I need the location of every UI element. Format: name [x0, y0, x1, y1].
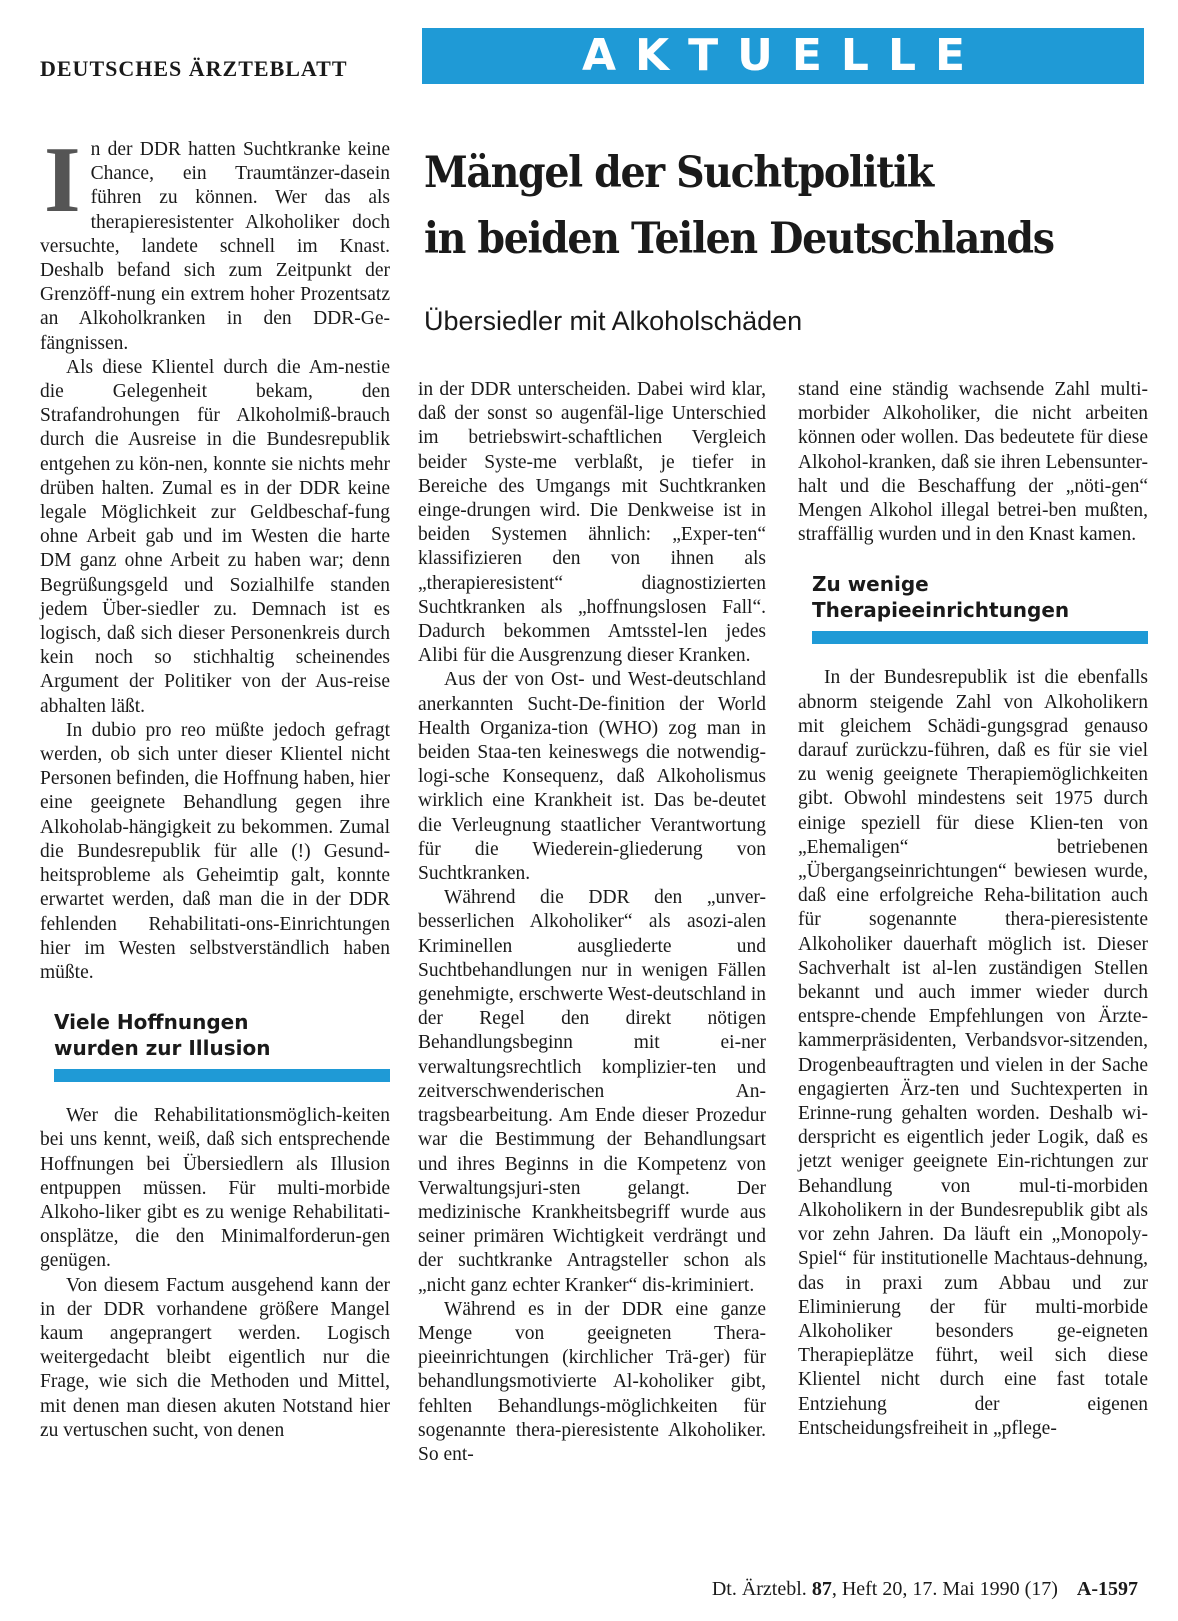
- column-1: [40, 128, 391, 1443]
- page-number: A-1597: [1076, 1578, 1138, 1600]
- paragraph: Wer die Rehabilitationsmöglich-keiten bei uns kennt, weiß, daß sich entsprechende Hoffnungen bei Übersiedlern als Illusion entpuppen müssen. Für multi-morbide Alkoho-liker gibt es zu wenige Rehabilitati-onsplätze, die den Minimalforderun-gen genügen.: [40, 1105, 390, 1272]
- paragraph-text: n der DDR hatten Suchtkranke keine Chance, ein Traumtänzer-dasein führen zu können. Wer das als therapieresistenter Alkoholiker doch versuchte, landete schnell im Knast. Deshalb befand sich zum Zeitpunkt der Grenzöff-nung ein extrem hoher Prozentsatz an Alkoholkranken in den DDR-Ge-fängnissen.: [40, 139, 390, 354]
- article-headline: [424, 140, 1096, 272]
- paragraph: In der Bundesrepublik ist die ebenfalls abnorm steigende Zahl von Alkoholikern mit gleichem Schädi-gungsgrad genauso darauf zurückzu-führen, daß es für sie viel zu wenig geeignete Therapiemöglichkeiten gibt. Obwohl mindestens seit 1975 durch einige speziell für diese Klien-ten von „Ehemaligen“ betriebenen „Übergangseinrichtungen“ bewiesen wurde, daß eine erfolgreiche Reha-bilitation auch für sogenannte thera-pieresistente Alkoholiker dauerhaft möglich ist. Dieser Sachverhalt ist al-len zuständigen Stellen bekannt und auch immer wieder durch entspre-chende Empfehlungen von Ärzte-kammerpräsidenten, Verbandsvor-sitzenden, Drogenbeauftragten und vielen in der Sache engagierten Ärz-ten und Suchtexperten in Erinne-rung gehalten worden. Deshalb wi-derspricht es eigentlich jeder Logik, daß es jetzt weniger geeignete Ein-richtungen zur Behandlung von mul-ti-morbiden Alkoholikern in der Bundesrepublik gibt als vor zehn Jahren. Da läuft ein „Monopoly-Spiel“ für institutionelle Machtaus-dehnung, das in praxi zum Abbau und zur Eliminierung der für multi-morbide Alkoholiker besonders ge-eigneten Therapieplätze führt, weil sich diese Klientel nicht durch eine fast totale Entziehung der eigenen Entscheidungsfreiheit in „pflege-: [798, 667, 1148, 1439]
- article-subtitle: Übersiedler mit Alkoholschäden: [424, 306, 803, 336]
- masthead: DEUTSCHES ÄRZTEBLATT: [40, 56, 348, 81]
- headline-line-1: Mängel der Suchtpolitik: [424, 148, 933, 198]
- journal-abbrev: Dt. Ärztebl.: [711, 1578, 807, 1600]
- subheading-line-2: wurden zur Illusion: [54, 1036, 271, 1061]
- paragraph: Während es in der DDR eine ganze Menge von geeigneten Thera-pieeinrichtungen (kirchlicher Trä-ger) für behandlungsmotivierte Al-koholiker gibt, fehlten Behandlungs-möglichkeiten für sogenannte thera-pieresistente Alkoholiker. So ent-: [418, 1298, 766, 1465]
- paragraph: In dubio pro reo müßte jedoch gefragt werden, ob sich unter dieser Klientel nicht Personen befinden, die Hoffnung haben, hier eine geeignete Behandlung gegen ihre Alkoholab-hängigkeit zu bekommen. Zumal die Bundesrepublik für alle (!) Gesund-heitsprobleme als Geheimtip galt, konnte erwartet werden, daß man die in der DDR fehlenden Rehabilitati-ons-Einrichtungen hier im Westen selbstverständlich haben müßte.: [40, 719, 391, 983]
- subheading-rule: [812, 631, 1148, 644]
- paragraph: in der DDR unterscheiden. Dabei wird klar, daß der sonst so augenfäl-lige Unterschied im betriebswirt-schaftlichen Vergleich beider Syste-me verblaßt, je tiefer in Bereiche des Umgangs mit Suchtkranken einge-drungen wird. Die Denkweise ist in beiden Systemen ähnlich: „Exper-ten“ klassifizieren den von ihnen als „therapieresistent“ diagnostizierten Suchtkranken als „hoffnungslosen Fall“. Dadurch bekommen Amtsstel-len jedes Alibi für die Ausgrenzung dieser Kranken.: [418, 379, 766, 667]
- subheading-line-1: Zu wenige: [812, 572, 929, 597]
- paragraph: Von diesem Factum ausgehend kann der in der DDR vorhandene größere Mangel kaum angeprangert werden. Logisch weitergedacht bleibt eigentlich nur die Frage, wie sich die Methoden und Mittel, mit denen man diesen akuten Notstand hier zu vertuschen sucht, von denen: [40, 1274, 390, 1441]
- paragraph: stand eine ständig wachsende Zahl multi-morbider Alkoholiker, die nicht arbeiten können oder wollen. Das bedeutete für diese Alkohol-kranken, daß sie ihren Lebensunter-halt und die Beschaffung der „nöti-gen“ Mengen Alkohol illegal betrei-ben mußten, straffällig wurden und in den Knast kamen.: [798, 379, 1148, 546]
- paragraph: Aus der von Ost- und West-deutschland anerkannten Sucht-De-finition der World Health Organiza-tion (WHO) zog man in beiden Staa-ten keineswegs die notwendig-logi-sche Konsequenz, daß Alkoholismus wirklich eine Krankheit ist. Das be-deutet die Verleugnung staatlicher Verantwortung für die Wiederein-gliederung von Suchtkranken.: [418, 669, 766, 885]
- subheading-rule: [54, 1069, 390, 1082]
- paragraph: Während die DDR den „unver-besserlichen Alkoholiker“ als asozi-alen Kriminellen ausgliederte und Suchtbehandlungen nur in wenigen Fällen genehmigte, erschwerte West-deutschland in der Regel den direkt nötigen Behandlungsbeginn mit ei-ner verwaltungsrechtlich komplizier-ten und zeitverschwenderischen An-tragsbearbeitung. Am Ende dieser Prozedur war die Bestimmung der Behandlungsart und ihres Beginns in die Kompetenz von Verwaltungsjuri-sten gelangt. Der medizinische Krankheitsbegriff wurde aus seiner primären Wichtigkeit verdrängt und der suchtkranke Antragsteller schon als „nicht ganz echter Kranker“ dis-kriminiert.: [418, 887, 766, 1296]
- section-banner: AKTUELLE POLITIK: [422, 28, 1144, 84]
- issue-info: , Heft 20, 17. Mai 1990 (17): [831, 1578, 1058, 1600]
- volume-number: 87: [811, 1578, 832, 1600]
- column-2: [418, 378, 766, 1467]
- subheading-line-1: Viele Hoffnungen: [54, 1010, 249, 1035]
- paragraph: [40, 128, 390, 356]
- headline-line-2: in beiden Teilen Deutschlands: [424, 214, 1054, 264]
- subheading-line-2: Therapieeinrichtungen: [812, 598, 1070, 623]
- paragraph: Als diese Klientel durch die Am-nestie die Gelegenheit bekam, den Strafandrohungen für Alkoholmiß-brauch durch die Ausreise in die Bundesrepublik entgehen zu kön-nen, konnte sie nichts mehr drüben halten. Zumal es in der DDR keine legale Möglichkeit zur Geldbeschaf-fung ohne Arbeit gab und im Westen die harte DM ganz ohne Arbeit zu haben war; denn Begrüßungsgeld und Sozialhilfe standen jedem Über-siedler zu. Demnach ist es logisch, daß sich dieser Personenkreis durch kein noch so stichhaltig scheinendes Argument der Politiker von der Aus-reise abhalten läßt.: [40, 356, 390, 717]
- subheading: [54, 1009, 390, 1061]
- page-footer: [712, 1578, 1138, 1601]
- column-3: [798, 378, 1148, 1441]
- subheading: [812, 571, 1148, 623]
- drop-cap: I: [44, 128, 81, 232]
